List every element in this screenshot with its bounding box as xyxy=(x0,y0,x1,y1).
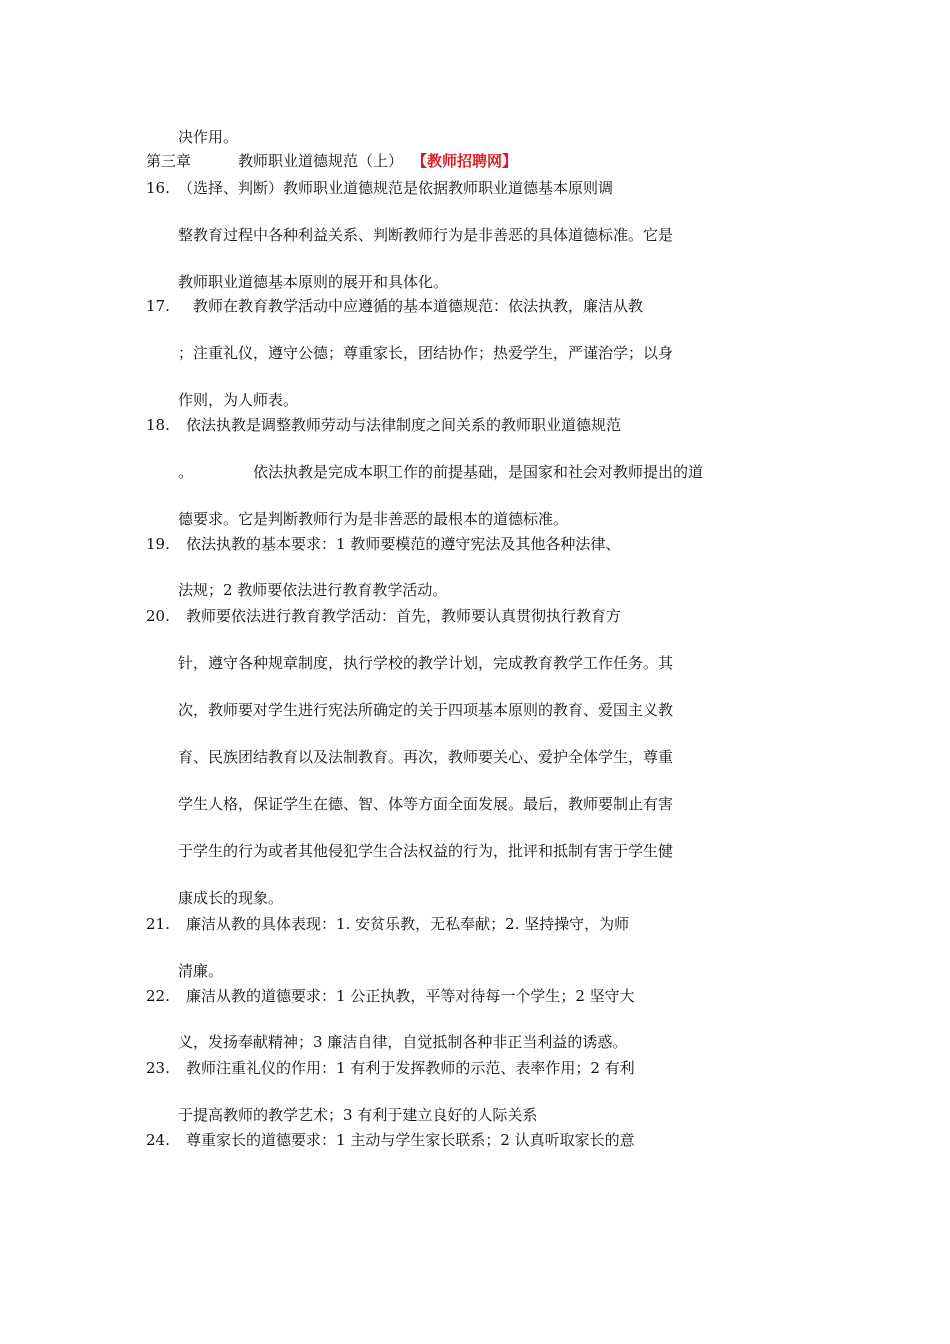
item-text: 学生人格，保证学生在德、智、体等方面全面发展。最后，教师要制止有害 xyxy=(178,795,674,813)
item-text: 清廉。 xyxy=(178,962,224,980)
item-number: 23. xyxy=(146,1059,170,1077)
item-number: 22. xyxy=(146,987,170,1005)
item-text: 教师职业道德基本原则的展开和具体化。 xyxy=(178,273,449,291)
item-text: 廉洁从教的道德要求：1 公正执教，平等对待每一个学生；2 坚守大 xyxy=(186,987,635,1005)
item-text: 德要求。它是判断教师行为是非善恶的最根本的道德标准。 xyxy=(178,510,569,528)
item-text: 教师要依法进行教育教学活动：首先，教师要认真贯彻执行教育方 xyxy=(186,607,622,625)
continuation-line: 决作用。 xyxy=(178,128,239,146)
item-text: 于提高教师的教学艺术；3 有利于建立良好的人际关系 xyxy=(178,1106,538,1124)
item-text: 于学生的行为或者其他侵犯学生合法权益的行为，批评和抵制有害于学生健 xyxy=(178,842,674,860)
item-number: 16. xyxy=(146,179,170,197)
item-text: 法规；2 教师要依法进行教育教学活动。 xyxy=(178,581,448,599)
item-number: 19. xyxy=(146,535,170,553)
item-text: 整教育过程中各种利益关系、判断教师行为是非善恶的具体道德标准。它是 xyxy=(178,226,674,244)
item-text: 廉洁从教的具体表现：1. 安贫乐教，无私奉献；2. 坚持操守，为师 xyxy=(186,915,630,933)
item-number: 20. xyxy=(146,607,170,625)
item-number: 17. xyxy=(146,297,170,315)
item-text: 针，遵守各种规章制度，执行学校的教学计划，完成教育教学工作任务。其 xyxy=(178,654,674,672)
item-text: 。 xyxy=(178,463,194,481)
item-text: 依法执教的基本要求：1 教师要模范的遵守宪法及其他各种法律、 xyxy=(186,535,621,553)
item-number: 21. xyxy=(146,915,170,933)
brand-tag: 【教师招聘网】 xyxy=(412,152,518,170)
item-text: 教师注重礼仪的作用：1 有利于发挥教师的示范、表率作用；2 有利 xyxy=(186,1059,635,1077)
item-number: 24. xyxy=(146,1131,170,1149)
item-text: 次，教师要对学生进行宪法所确定的关于四项基本原则的教育、爱国主义教 xyxy=(178,701,674,719)
chapter-title: 教师职业道德规范（上） xyxy=(238,152,404,170)
item-text: 依法执教是调整教师劳动与法律制度之间关系的教师职业道德规范 xyxy=(186,416,622,434)
chapter-label: 第三章 xyxy=(146,152,192,170)
item-text: 义，发扬奉献精神；3 廉洁自律，自觉抵制各种非正当利益的诱惑。 xyxy=(178,1033,628,1051)
item-text: 尊重家长的道德要求：1 主动与学生家长联系；2 认真听取家长的意 xyxy=(186,1131,635,1149)
item-text: 育、民族团结教育以及法制教育。再次，教师要关心、爱护全体学生，尊重 xyxy=(178,748,674,766)
item-text: 依法执教是完成本职工作的前提基础，是国家和社会对教师提出的道 xyxy=(253,463,704,481)
item-text: （选择、判断）教师职业道德规范是依据教师职业道德基本原则调 xyxy=(178,179,614,197)
item-text: 作则，为人师表。 xyxy=(178,391,299,409)
item-text: 教师在教育教学活动中应遵循的基本道德规范：依法执教，廉洁从教 xyxy=(193,297,644,315)
item-number: 18. xyxy=(146,416,170,434)
item-text: ；注重礼仪，遵守公德；尊重家长，团结协作；热爱学生，严谨治学；以身 xyxy=(178,344,674,362)
item-text: 康成长的现象。 xyxy=(178,889,284,907)
